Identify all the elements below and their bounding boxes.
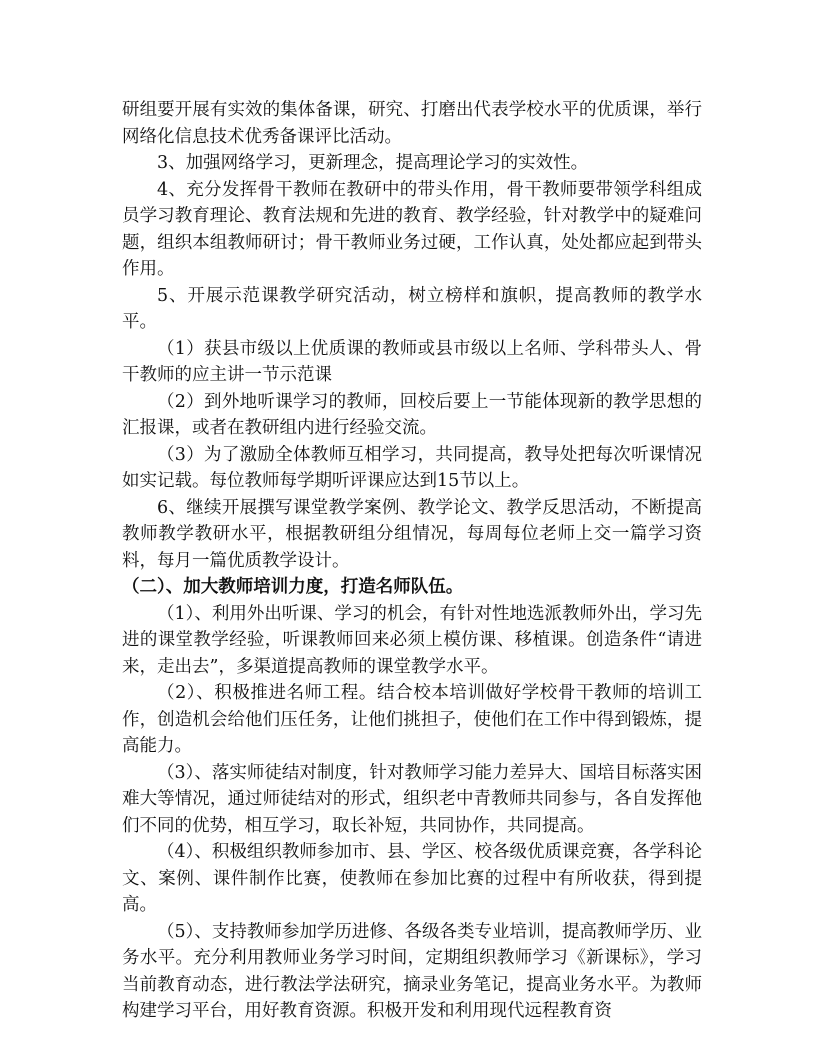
paragraph-12: （4）、积极组织教师参加市、县、学区、校各级优质课竞赛，各学科论文、案例、课件制作比赛，使教师在参加比赛的过程中有所收获，得到提高。	[122, 842, 702, 915]
paragraph-5: （1）获县市级以上优质课的教师或县市级以上名师、学科带头人、骨干教师的应主讲一节示范课	[122, 338, 702, 385]
paragraph-1: 研组要开展有实效的集体备课，研究、打磨出代表学校水平的优质课，举行网络化信息技术优秀备课评比活动。	[122, 100, 702, 147]
document-page	[122, 97, 702, 1025]
paragraph-11: （3）、落实师徒结对制度，针对教师学习能力差异大、国培目标落实困难大等情况，通过师徒结对的形式，组织老中青教师共同参与，各自发挥他们不同的优势，相互学习，取长补短，共同协作，共同提高。	[122, 762, 702, 836]
paragraph-9: （1）、利用外出听课、学习的机会，有针对性地选派教师外出，学习先进的课堂教学经验，听课教师回来必须上模仿课、移植课。创造条件“请进来，走出去”，多渠道提高教师的课堂教学水平。	[122, 603, 702, 677]
section-heading: （二）、加大教师培训力度，打造名师队伍。	[122, 577, 464, 597]
paragraph-10: （2）、积极推进名师工程。结合校本培训做好学校骨干教师的培训工作，创造机会给他们压任务，让他们挑担子，使他们在工作中得到锻炼，提高能力。	[122, 683, 702, 756]
paragraph-2: 3、加强网络学习，更新理念，提高理论学习的实效性。	[157, 153, 589, 173]
paragraph-4: 5、开展示范课教学研究活动，树立榜样和旗帜，提高教师的教学水平。	[122, 285, 702, 332]
paragraph-6: （2）到外地听课学习的教师，回校后要上一节能体现新的教学思想的汇报课，或者在教研组内进行经验交流。	[122, 391, 702, 438]
paragraph-8: 6、继续开展撰写课堂教学案例、教学论文、教学反思活动，不断提高教师教学教研水平，根据教研组分组情况，每周每位老师上交一篇学习资料，每月一篇优质教学设计。	[122, 497, 702, 571]
paragraph-3: 4、充分发挥骨干教师在教研中的带头作用，骨干教师要带领学科组成员学习教育理论、教育法规和先进的教育、教学经验，针对教学中的疑难问题，组织本组教师研讨；骨干教师业务过硬，工作认真，处处都应起到带头作用。	[122, 179, 702, 279]
paragraph-7: （3）为了激励全体教师互相学习，共同提高，教导处把每次听课情况如实记载。每位教师每学期听评课应达到15节以上。	[122, 444, 702, 491]
paragraph-13: （5）、支持教师参加学历进修、各级各类专业培训，提高教师学历、业务水平。充分利用教师业务学习时间，定期组织教师学习《新课标》，学习当前教育动态，进行教法学法研究，摘录业务笔记，提高业务水平。为教师构建学习平台，用好教育资源。积极开发和利用现代远程教育资	[122, 921, 702, 1021]
